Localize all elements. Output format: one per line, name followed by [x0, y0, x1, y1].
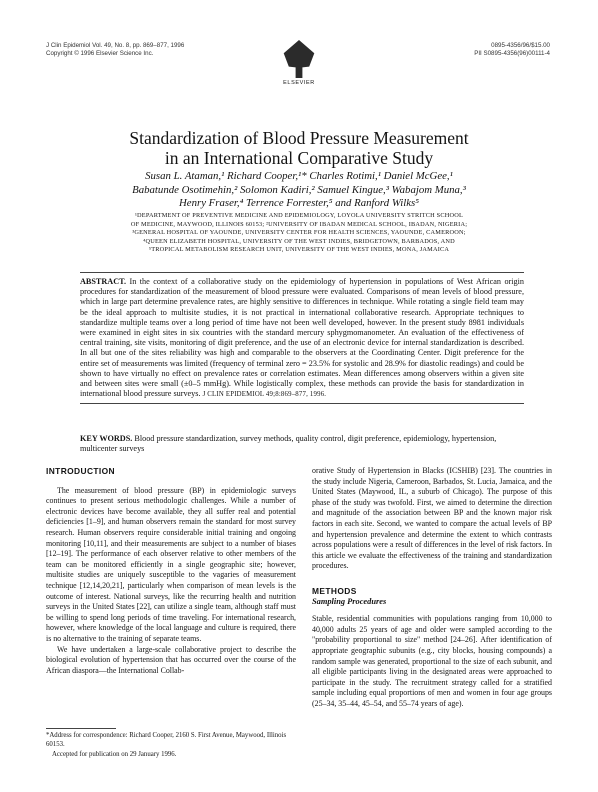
author-line-3: Henry Fraser,⁴ Terrence Forrester,⁵ and Ranford Wilks⁵ — [179, 197, 419, 209]
footnote-accepted: Accepted for publication on 29 January 1996. — [52, 751, 177, 758]
intro-heading: INTRODUCTION — [46, 466, 116, 476]
footnote-correspondence: *Address for correspondence: Richard Cooper, 2160 S. First Avenue, Maywood, Illinois 60153. — [46, 732, 287, 748]
abstract-citation: J CLIN EPIDEMIOL 49;8:869–877, 1996. — [202, 391, 327, 399]
publisher-logo — [278, 40, 320, 92]
keywords-text: Blood pressure standardization, survey methods, quality control, digit preference, epidemiology, hypertension, multicenter surveys — [80, 434, 497, 454]
affiliation-line-4: ⁴QUEEN ELIZABETH HOSPITAL, UNIVERSITY OF THE WEST INDIES, BRIDGETOWN, BARBADOS, AND — [143, 237, 455, 245]
affiliation-line-3: ³GENERAL HOSPITAL OF YAOUNDE, UNIVERSITY CENTER FOR HEALTH SCIENCES, YAOUNDE, CAMEROON; — [132, 229, 466, 237]
running-header-left — [46, 42, 184, 58]
title-line-2: in an International Comparative Study — [164, 148, 434, 168]
intro-paragraph-1: The measurement of blood pressure (BP) in epidemiologic surveys continues to present serious methodologic challenges. While a number of electronic devices have become available, they all suffer real and potential deficiencies [1–9], and human observers remain the standard for most survey research. Human observers require considerable initial training and ongoing monitoring [10,11], and their measurements are subject to a number of biases [12–19]. The performance of each observer relative to other members of the team can be monitored efficiently in a single geographic site; however, multisite studies are uniquely susceptible to the vagaries of measurement technique [12,14,20,21], particularly when comparison of mean levels is the outcome of interest. National surveys, like the recurring health and nutrition surveys in the United States [22], can utilize a single team, although staff must be willing to spend long periods of time traveling. For international research, however, where knowledge of the local language and culture is required, there is no alternative to the training of separate teams. — [46, 485, 296, 643]
methods-paragraph-1: Stable, residential communities with populations ranging from 10,000 to 40,000 adults 25 years of age and older were sampled according to the "probability proportional to size" method [24–26]. After identification of appropriate geographic subunits (e.g., city blocks, housing compounds) a random sample was generated, proportional to the size of each subunit, and all eligible participants living in the designated areas were approached to participate in the study. The recruitment strategy called for a stratified sample including equal proportions of men and women in four age groups (25–34, 35–44, 45–54, and 55–74 years of age). — [312, 614, 552, 708]
title-line-1: Standardization of Blood Pressure Measurement — [129, 128, 469, 148]
footnote-rule — [46, 728, 116, 729]
abstract-label: ABSTRACT. — [80, 277, 127, 286]
issn-line: 0895-4356/96/$15.00 — [491, 42, 550, 49]
methods-heading: METHODS — [312, 585, 357, 596]
affiliation-line-2: OF MEDICINE, MAYWOOD, ILLINOIS 60153; ²UNIVERSITY OF IBADAN MEDICAL SCHOOL, IBADAN, NIGERIA; — [130, 220, 468, 228]
right-paragraph-1: orative Study of Hypertension in Blacks (ICSHIB) [23]. The countries in the study include Nigeria, Cameroon, Barbados, St. Lucia, Jamaica, and the United States (Maywood, IL, a suburb of Chicago). The purpose of this phase of the study was twofold. First, we aimed to determine the direction and magnitude of the association between BP and the known major risk factors in each site. Second, we wanted to compare the actual levels of BP and hypertension prevalence and determine the extent to which contrasts across populations were a result of differences in the level of risk factors. In this article we evaluate the effectiveness of the training and standardization procedures. — [312, 466, 552, 571]
author-line-1: Susan L. Ataman,¹ Richard Cooper,¹* Charles Rotimi,¹ Daniel McGee,¹ — [145, 170, 453, 182]
elsevier-tree-icon — [282, 40, 316, 78]
author-line-2: Babatunde Osotimehin,² Solomon Kadiri,² Samuel Kingue,³ Wabajom Muna,³ — [132, 183, 466, 196]
left-column — [46, 466, 296, 676]
running-header-right — [420, 42, 550, 58]
sampling-subheading: Sampling Procedures — [312, 596, 387, 606]
keywords-label: KEY WORDS. — [80, 434, 133, 443]
right-column — [312, 466, 552, 709]
affiliations — [60, 212, 538, 255]
keywords — [80, 434, 524, 454]
article-title — [0, 128, 598, 168]
abstract-text: In the context of a collaborative study on the epidemiology of hypertension in populations of West African origin procedures for standardization of the measurement of blood pressure were evaluated. Comparisons of mean levels of blood pressure, which in large part determine prevalence rates, are highly sensitive to differences in technique. While rotating a single field team may be the ideal approach to multisite studies, it is not practical in international collaborative research. Appropriate techniques to standardize multiple teams over a long period of time have not been well developed, however. In the present study 8981 individuals were examined in eight sites in six countries with the standard mercury sphygmomanometer. An evaluation of the effectiveness of central training, site visits, monitoring of digit preference, and the use of an electronic device for internal standardization is described. In all but one of the sites reliability was high and comparable to the observers at the Coordinating Center. Digit preference for the entire set of measurements was limited (frequency of terminal zero = 23.5% for systolic and 28.9% for diastolic readings) and could be shown to have virtually no effect on prevalence rates or correlation estimates. Mean differences among observers within a given site and between sites were small (±0–5 mmHg). While logistically complex, these methods can provide the basis for standardization in international blood pressure surveys. — [80, 277, 525, 399]
journal-line: J Clin Epidemiol Vol. 49, No. 8, pp. 869–877, 1996 — [46, 42, 185, 49]
affiliation-line-5: ⁵TROPICAL METABOLISM RESEARCH UNIT, UNIVERSITY OF THE WEST INDIES, MONA, JAMAICA — [148, 246, 450, 254]
abstract-box — [80, 272, 524, 404]
affiliation-line-1: ¹DEPARTMENT OF PREVENTIVE MEDICINE AND EPIDEMIOLOGY, LOYOLA UNIVERSITY STRITCH SCHOOL — [134, 212, 464, 219]
author-list — [0, 170, 598, 211]
pii-line: PII S0895-4356(96)00111-4 — [474, 50, 550, 58]
publisher-name: ELSEVIER — [283, 80, 315, 86]
copyright-line: Copyright © 1996 Elsevier Science Inc. — [46, 50, 154, 58]
abstract-paragraph — [80, 277, 524, 400]
intro-paragraph-2: We have undertaken a large-scale collaborative project to describe the biological evolution of hypertension that has occurred over the course of the African diaspora—the International Collab- — [46, 644, 296, 675]
